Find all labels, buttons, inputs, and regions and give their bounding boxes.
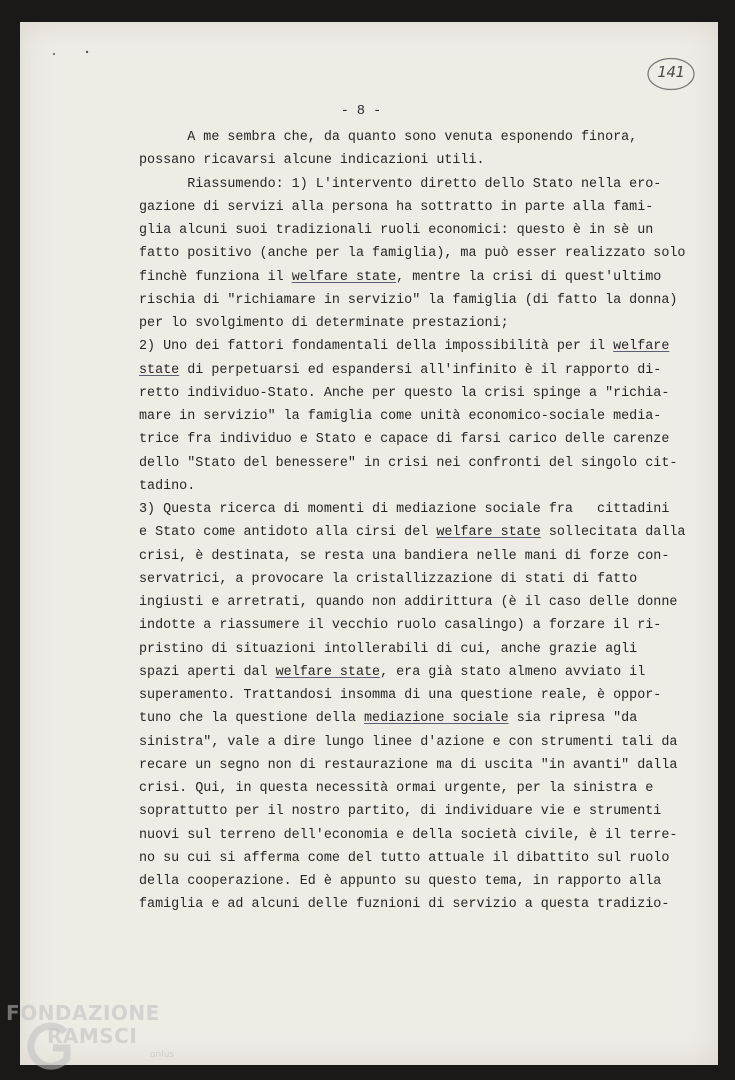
text-line [139,289,714,312]
text-segment: 2) Uno dei fattori fondamentali della impossibilità per il [139,339,614,355]
text-line [139,126,714,149]
text-segment: gazione di servizi alla persona ha sottratto in parte alla fami- [139,199,654,215]
text-line [139,731,714,754]
underlined-phrase: welfare [613,339,670,355]
fondazione-gramsci-watermark [3,1000,193,1080]
text-segment: famiglia e ad alcuni delle fuznioni di servizio a questa tradizio- [139,897,670,913]
text-segment: recare un segno non di restaurazione ma di uscita "in avanti" dalla [139,757,678,773]
underlined-phrase: welfare state [275,664,381,680]
text-line [139,568,714,591]
text-segment: nuovi sul terreno dell'economia e della società civile, è il terre- [139,827,678,843]
underlined-phrase: mediazione sociale [364,711,509,727]
text-line [139,521,714,544]
text-line [139,405,714,428]
text-line [139,591,714,614]
text-line [139,335,714,358]
text-line [139,219,714,242]
document-page [20,22,718,1065]
text-line [139,893,714,916]
text-segment: e Stato come antidoto alla cirsi del [139,525,437,541]
text-line [139,638,714,661]
archive-number-stamp [646,56,696,92]
text-segment: superamento. Trattandosi insomma di una questione reale, è oppor- [139,688,662,703]
text-segment: spazi aperti dal [139,664,276,680]
text-line [139,149,714,172]
text-segment: , mentre la crisi di quest'ultimo [396,269,662,285]
typed-body-text [139,126,714,917]
text-line [139,545,714,568]
text-segment: no su cui si afferma come del tutto attuale il dibattito sul ruolo [139,850,670,866]
text-line [139,800,714,823]
text-segment: trice fra individuo e Stato e capace di farsi carico delle carenze [139,432,670,448]
text-segment: finchè funziona il [139,269,292,285]
watermark-line1: FONDAZIONE [6,1001,160,1025]
text-segment: tuno che la questione della [139,711,364,727]
text-segment: per lo svolgimento di determinate prestazioni; [139,316,509,331]
text-segment: glia alcuni suoi tradizionali ruoli economici: questo è in sè un [139,223,654,238]
underlined-phrase: welfare state [436,525,541,541]
text-line [139,196,714,219]
text-segment: possano ricavarsi alcune indicazioni utili. [139,153,485,169]
text-line [139,475,714,498]
text-line [139,173,714,196]
text-line [139,847,714,870]
text-line [139,452,714,475]
text-segment: 3) Questa ricerca di momenti di mediazione sociale fra cittadini [139,502,670,517]
text-segment: crisi, è destinata, se resta una bandiera nelle mani di forze con- [139,548,670,564]
text-segment: crisi. Qui, in questa necessità ormai urgente, per la sinistra e [139,781,654,796]
text-segment: sinistra", vale a dire lungo linee d'azione e con strumenti tali da [139,734,678,750]
text-segment: dello "Stato del benessere" in crisi nei confronti del singolo cit- [139,455,678,471]
text-line [139,498,714,521]
text-line [139,428,714,451]
text-segment: indotte a riassumere il vecchio ruolo casalingo) a forzare il ri- [139,618,662,634]
text-line [139,870,714,893]
underlined-phrase: state [139,362,180,378]
page-number: - 8 - [340,104,382,119]
text-line [139,824,714,847]
text-line [139,312,714,335]
archive-number: 141 [657,63,685,81]
text-line [139,382,714,405]
text-line [139,707,714,730]
watermark-line2: RAMSCI [47,1024,138,1048]
text-line [139,242,714,265]
underlined-phrase: welfare state [291,269,397,285]
text-segment: retto individuo-Stato. Anche per questo la crisi spinge a "richia- [139,385,670,401]
text-segment: A me sembra che, da quanto sono venuta esponendo finora, [139,130,638,145]
text-segment: ingiusti e arretrati, quando non addirittura (è il caso delle donne [139,595,678,610]
text-segment: mare in servizio" la famiglia come unità economico-sociale media- [139,409,662,424]
text-line [139,754,714,777]
text-segment: di perpetuarsi ed espandersi all'infinito è il rapporto di- [179,362,662,378]
text-line [139,359,714,382]
text-line [139,614,714,637]
text-segment: Riassumendo: 1) L'intervento diretto dello Stato nella ero- [139,176,662,192]
text-segment: sia ripresa "da [508,711,638,727]
text-segment: soprattutto per il nostro partito, di individuare vie e strumenti [139,804,662,820]
watermark-suffix: onlus [150,1050,175,1060]
text-segment: rischia di "richiamare in servizio" la famiglia (di fatto la donna) [139,292,678,308]
text-line [139,684,714,707]
text-segment: pristino di situazioni intollerabili di cui, anche grazie agli [139,641,638,657]
text-line [139,661,714,684]
text-segment: , era già stato almeno avviato il [380,664,646,680]
text-segment: tadino. [139,478,196,494]
text-segment: fatto positivo (anche per la famiglia), ma può esser realizzato solo [139,246,686,262]
text-segment: servatrici, a provocare la cristallizzazione di stati di fatto [139,571,638,587]
text-line [139,777,714,800]
text-segment: della cooperazione. Ed è appunto su questo tema, in rapporto alla [139,874,662,889]
text-line [139,266,714,289]
text-segment: sollecitata dalla [540,525,686,541]
